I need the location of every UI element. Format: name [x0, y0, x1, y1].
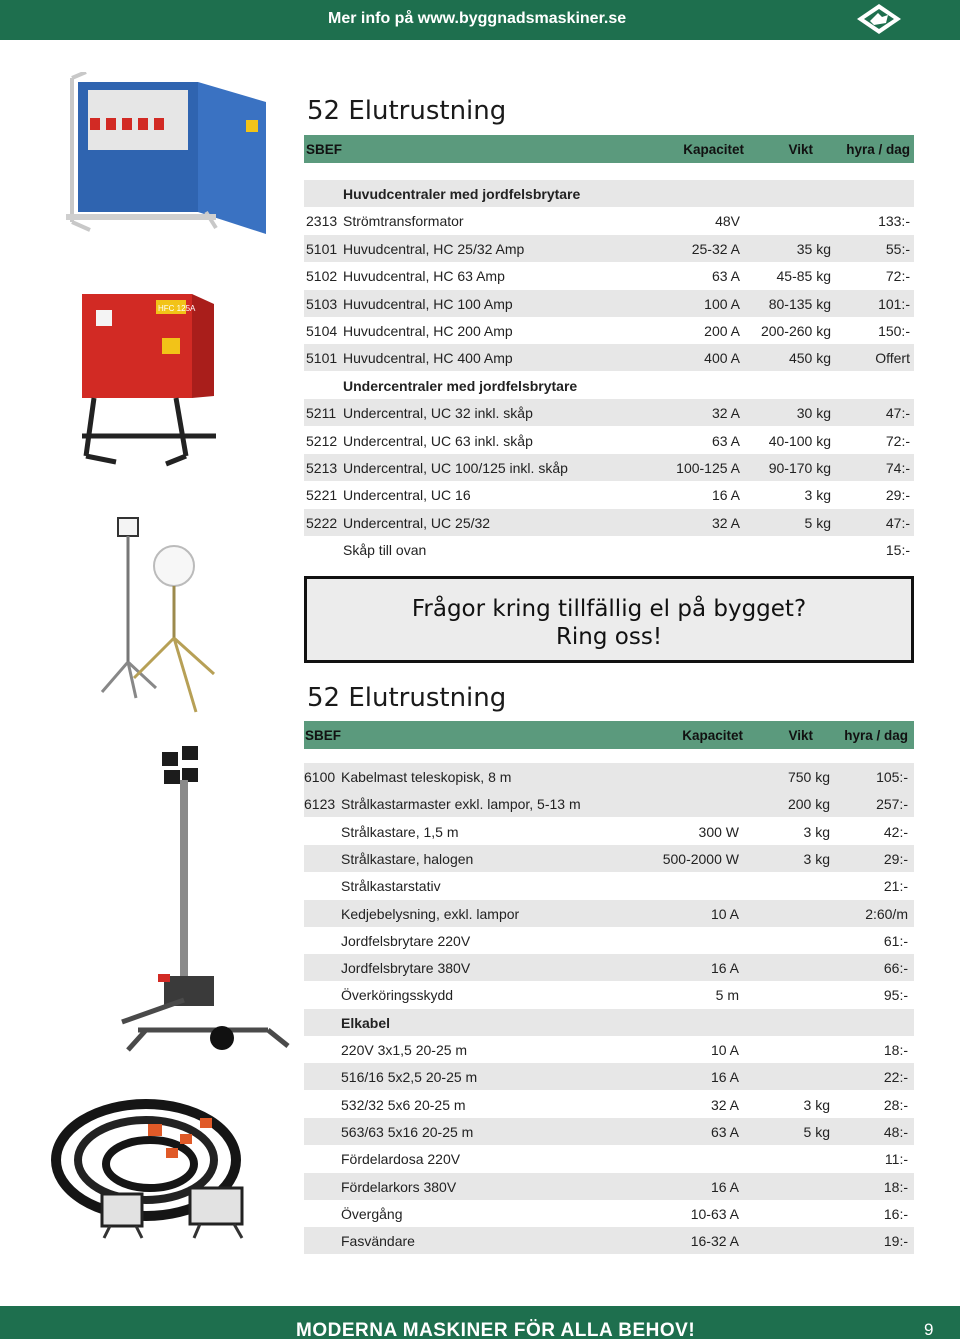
item-weight: 40-100 kg: [768, 433, 831, 449]
item-capacity: 16 A: [711, 487, 740, 503]
footer-bar: [0, 1306, 960, 1339]
item-capacity: 10 A: [710, 1042, 739, 1058]
header-vikt: Vikt: [788, 728, 813, 743]
item-code: 6123: [304, 796, 336, 812]
item-price: 61:-: [883, 933, 908, 949]
item-weight: 3 kg: [803, 851, 830, 867]
item-name: Fasvändare: [341, 1233, 415, 1249]
table-row: [304, 845, 914, 872]
item-weight: 5 kg: [804, 515, 831, 531]
item-capacity: 5 m: [715, 987, 739, 1003]
item-name: Undercentral, UC 32 inkl. skåp: [343, 405, 533, 421]
table-header: [304, 135, 914, 163]
item-capacity: 63 A: [710, 1124, 739, 1140]
header-vikt: Vikt: [788, 142, 813, 157]
item-price: 29:-: [885, 487, 910, 503]
item-name: Huvudcentral, HC 25/32 Amp: [343, 241, 525, 257]
item-name: Huvudcentraler med jordfelsbrytare: [343, 186, 581, 202]
header-hyra-dag: hyra / dag: [846, 142, 910, 157]
item-price: 22:-: [883, 1069, 908, 1085]
item-name: 532/32 5x6 20-25 m: [341, 1097, 466, 1113]
cables-and-floodlights-photo: [50, 1094, 280, 1240]
item-capacity: 16-32 A: [690, 1233, 739, 1249]
item-name: Huvudcentral, HC 200 Amp: [343, 323, 513, 339]
item-code: 5211: [306, 405, 337, 421]
item-capacity: 32 A: [710, 1097, 739, 1113]
item-name: Elkabel: [341, 1015, 391, 1031]
table-row: [304, 818, 914, 845]
item-price: 105:-: [876, 769, 908, 785]
item-capacity: 100 A: [704, 296, 740, 312]
item-weight: 3 kg: [803, 1097, 830, 1113]
item-price: 18:-: [883, 1042, 908, 1058]
footer-slogan: MODERNA MASKINER FÖR ALLA BEHOV!: [296, 1320, 696, 1339]
item-price: 16:-: [883, 1206, 908, 1222]
item-price: 21:-: [883, 878, 908, 894]
item-name: Strålkastarstativ: [341, 878, 441, 894]
item-price: 72:-: [885, 268, 910, 284]
table-row: [304, 1063, 914, 1090]
item-weight: 45-85 kg: [776, 268, 831, 284]
item-code: 5212: [306, 433, 338, 449]
item-capacity: 16 A: [710, 1179, 739, 1195]
item-name: Övergång: [341, 1206, 403, 1222]
item-capacity: 32 A: [711, 405, 740, 421]
item-name: Strålkastarmaster exkl. lampor, 5-13 m: [341, 796, 581, 812]
item-price: 48:-: [883, 1124, 908, 1140]
table-row: [304, 1145, 914, 1172]
item-name: Fördelarkors 380V: [341, 1179, 457, 1195]
item-price: 28:-: [883, 1097, 908, 1113]
item-capacity: 48V: [715, 213, 740, 229]
item-weight: 200-260 kg: [760, 323, 831, 339]
item-weight: 750 kg: [787, 769, 830, 785]
item-code: 5103: [306, 296, 338, 312]
item-name: Undercentral, UC 63 inkl. skåp: [343, 433, 533, 449]
item-code: 5101: [306, 241, 338, 257]
item-price: 101:-: [878, 296, 910, 312]
table-row: [304, 790, 914, 817]
red-distribution-cabinet-photo: [76, 286, 224, 470]
table-row: [304, 180, 914, 207]
item-name: 220V 3x1,5 20-25 m: [341, 1042, 468, 1058]
item-price: 19:-: [883, 1233, 908, 1249]
item-price: 74:-: [885, 460, 910, 476]
item-name: Jordfelsbrytare 220V: [341, 933, 471, 949]
table-row: [304, 1173, 914, 1200]
item-name: Undercentral, UC 16: [343, 487, 471, 503]
item-name: Undercentral, UC 100/125 inkl. skåp: [343, 460, 568, 476]
item-capacity: 16 A: [710, 960, 739, 976]
table-row: [304, 872, 914, 899]
section-title-elutrustning: 52 Elutrustning: [307, 96, 507, 126]
item-code: 5102: [306, 268, 338, 284]
item-weight: 450 kg: [788, 350, 831, 366]
table-row: [304, 399, 914, 426]
table-row: [304, 927, 914, 954]
table-row: [304, 1091, 914, 1118]
item-capacity: 32 A: [711, 515, 740, 531]
section-title-elutrustning-2: 52 Elutrustning: [307, 683, 507, 713]
table-row: [304, 1036, 914, 1063]
item-name: Huvudcentral, HC 63 Amp: [343, 268, 505, 284]
table-row: [304, 509, 914, 536]
item-name: Överköringsskydd: [341, 987, 454, 1003]
item-weight: 35 kg: [796, 241, 831, 257]
header-hyra-dag: hyra / dag: [844, 728, 908, 743]
header-kapacitet: Kapacitet: [683, 142, 744, 157]
header-sbef: SBEF: [305, 728, 342, 743]
header-sbef: SBEF: [306, 142, 343, 157]
item-name: 563/63 5x16 20-25 m: [341, 1124, 474, 1140]
item-name: Strålkastare, 1,5 m: [341, 824, 459, 840]
item-price: 257:-: [876, 796, 908, 812]
item-capacity: 16 A: [710, 1069, 739, 1085]
item-price: 42:-: [883, 824, 908, 840]
table-row: [304, 1009, 914, 1036]
table-row: [304, 317, 914, 344]
item-name: Undercentral, UC 25/32: [343, 515, 491, 531]
top-bar: [0, 0, 960, 40]
table-row: [304, 481, 914, 508]
item-weight: 90-170 kg: [768, 460, 831, 476]
item-price: 11:-: [884, 1151, 908, 1167]
item-name: 516/16 5x2,5 20-25 m: [341, 1069, 478, 1085]
item-price: 29:-: [883, 851, 908, 867]
item-name: Huvudcentral, HC 100 Amp: [343, 296, 513, 312]
item-capacity: 10-63 A: [690, 1206, 739, 1222]
table-row: [304, 454, 914, 481]
page-number: 9: [924, 1320, 934, 1339]
cabinet-label: HFC 125A: [158, 304, 196, 313]
item-code: 5221: [306, 487, 338, 503]
table-row: [304, 290, 914, 317]
item-name: Kabelmast teleskopisk, 8 m: [341, 769, 512, 785]
item-code: 2313: [306, 213, 338, 229]
item-price: 15:-: [885, 542, 910, 558]
item-price: 18:-: [883, 1179, 908, 1195]
callout-call-us: Ring oss!: [555, 624, 663, 650]
item-name: Fördelardosa 220V: [341, 1151, 461, 1167]
table-row: [304, 981, 914, 1008]
item-name: Huvudcentral, HC 400 Amp: [343, 350, 513, 366]
item-price: 66:-: [883, 960, 908, 976]
floodlight-tripod-stands-photo: [96, 512, 218, 718]
company-logo-icon: [856, 3, 902, 35]
table-row: [304, 427, 914, 454]
item-price: 55:-: [885, 241, 910, 257]
item-capacity: 63 A: [711, 268, 740, 284]
item-name: Jordfelsbrytare 380V: [341, 960, 471, 976]
item-weight: 200 kg: [787, 796, 830, 812]
table-row: [304, 536, 914, 563]
header-kapacitet: Kapacitet: [682, 728, 743, 743]
item-name: Skåp till ovan: [343, 542, 427, 558]
item-capacity: 25-32 A: [691, 241, 740, 257]
table-row: [304, 207, 914, 234]
table-row: [304, 1200, 914, 1227]
website-info[interactable]: Mer info på www.byggnadsmaskiner.se: [328, 10, 627, 27]
item-price: 47:-: [885, 515, 910, 531]
item-code: 6100: [304, 769, 336, 785]
item-price: 2:60/m: [865, 906, 908, 922]
item-capacity: 63 A: [711, 433, 740, 449]
callout-question: Frågor kring tillfällig el på bygget?: [411, 596, 807, 622]
item-price: 150:-: [878, 323, 910, 339]
item-code: 5101: [306, 350, 338, 366]
blue-distribution-cabinet-photo: [66, 72, 272, 238]
item-weight: 3 kg: [804, 487, 831, 503]
item-price: 95:-: [883, 987, 908, 1003]
item-name: Strålkastare, halogen: [341, 851, 474, 867]
item-capacity: 500-2000 W: [662, 851, 739, 867]
item-capacity: 100-125 A: [676, 460, 740, 476]
table-row: [304, 1118, 914, 1145]
table-row: [304, 954, 914, 981]
item-weight: 30 kg: [796, 405, 831, 421]
item-name: Strömtransformator: [343, 213, 464, 229]
item-price: Offert: [875, 350, 910, 366]
item-code: 5222: [306, 515, 338, 531]
item-price: 47:-: [885, 405, 910, 421]
light-tower-trailer-photo: [118, 730, 298, 1060]
item-capacity: 10 A: [710, 906, 739, 922]
item-capacity: 400 A: [704, 350, 740, 366]
item-name: Kedjebelysning, exkl. lampor: [341, 906, 520, 922]
table-row: [304, 900, 914, 927]
item-weight: 80-135 kg: [768, 296, 831, 312]
item-code: 5213: [306, 460, 338, 476]
item-code: 5104: [306, 323, 338, 339]
table-header-2: [304, 721, 914, 749]
table-row: [304, 372, 914, 399]
item-weight: 3 kg: [803, 824, 830, 840]
table-row: [304, 1227, 914, 1254]
table-row: [304, 262, 914, 289]
table-row: [304, 344, 914, 371]
item-price: 72:-: [885, 433, 910, 449]
table-row: [304, 763, 914, 790]
item-name: Undercentraler med jordfelsbrytare: [343, 378, 578, 394]
contact-callout-box: [304, 576, 914, 663]
item-capacity: 200 A: [704, 323, 740, 339]
item-weight: 5 kg: [803, 1124, 830, 1140]
item-capacity: 300 W: [698, 824, 739, 840]
table-row: [304, 235, 914, 262]
item-price: 133:-: [878, 213, 910, 229]
